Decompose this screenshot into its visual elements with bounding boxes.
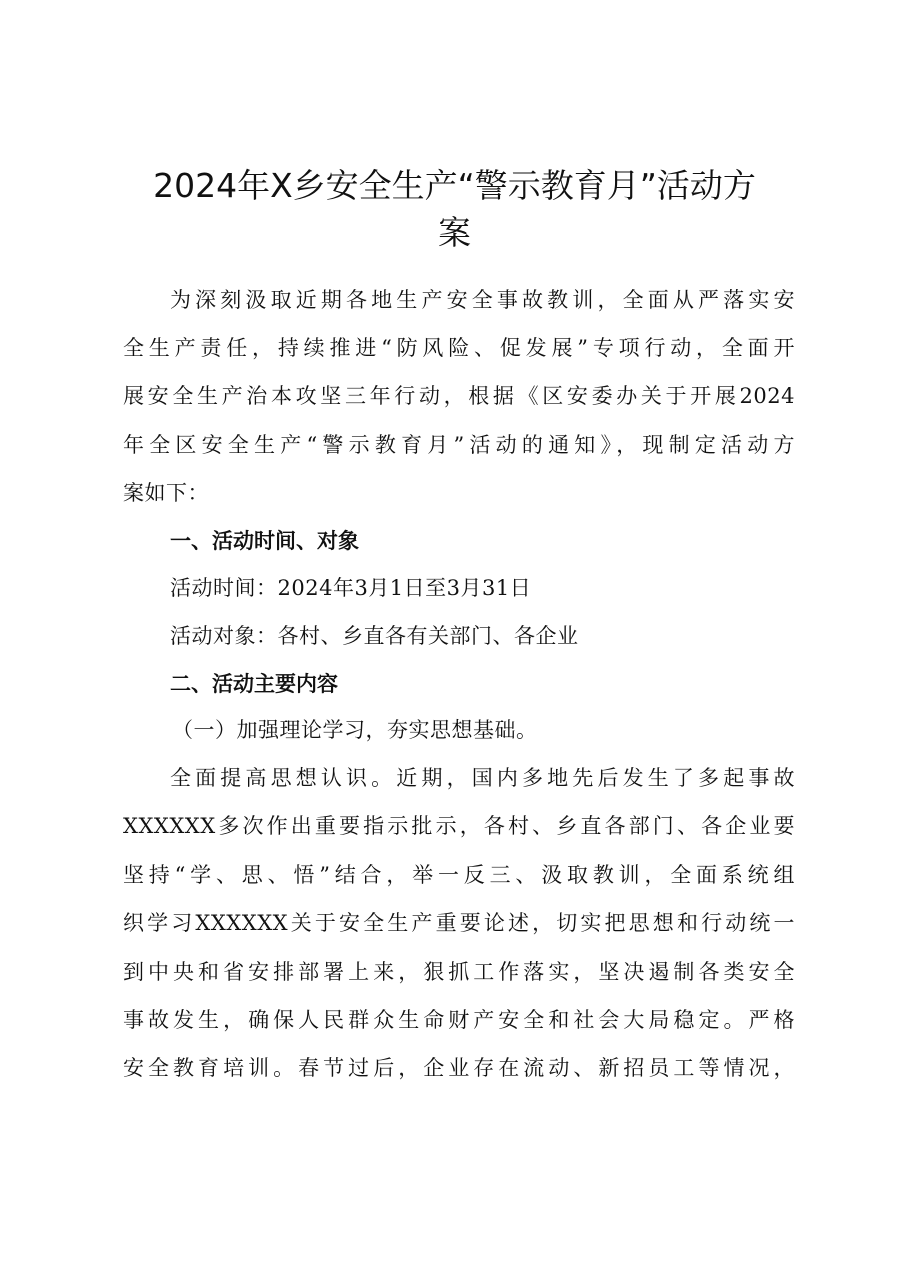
activity-target: 活动对象：各村、乡直各有关部门、各企业 — [170, 624, 579, 648]
body-line: 到中央和省安排部署上来，狠抓工作落实，坚决遏制各类安全 — [123, 960, 795, 984]
intro-line: 年全区安全生产“警示教育月”活动的通知》，现制定活动方 — [123, 433, 795, 457]
intro-line: 全生产责任，持续推进“防风险、促发展”专项行动，全面开 — [123, 336, 795, 360]
body-line: 全面提高思想认识。近期，国内多地先后发生了多起事故 — [170, 766, 795, 790]
activity-time: 活动时间：2024年3月1日至3月31日 — [170, 576, 532, 600]
intro-line: 案如下： — [123, 481, 209, 505]
section-2-heading: 二、活动主要内容 — [170, 672, 338, 696]
subsection-1-heading: （一）加强理论学习，夯实思想基础。 — [172, 718, 538, 742]
body-line: 事故发生，确保人民群众生命财产安全和社会大局稳定。严格 — [123, 1008, 795, 1032]
document-title-line-1: 2024年X乡安全生产“警示教育月”活动方 — [153, 166, 756, 205]
body-line: 坚持“学、思、悟”结合，举一反三、汲取教训，全面系统组 — [123, 863, 795, 887]
intro-line: 展安全生产治本攻坚三年行动，根据《区安委办关于开展2024 — [123, 384, 795, 408]
body-line: 织学习XXXXXX关于安全生产重要论述，切实把思想和行动统一 — [123, 911, 795, 935]
body-line: 安全教育培训。春节过后，企业存在流动、新招员工等情况， — [123, 1056, 795, 1080]
document-title-line-2: 案 — [438, 213, 471, 252]
intro-line: 为深刻汲取近期各地生产安全事故教训，全面从严落实安 — [170, 288, 795, 312]
body-line: XXXXXX多次作出重要指示批示，各村、乡直各部门、各企业要 — [123, 814, 795, 838]
section-1-heading: 一、活动时间、对象 — [170, 529, 359, 553]
